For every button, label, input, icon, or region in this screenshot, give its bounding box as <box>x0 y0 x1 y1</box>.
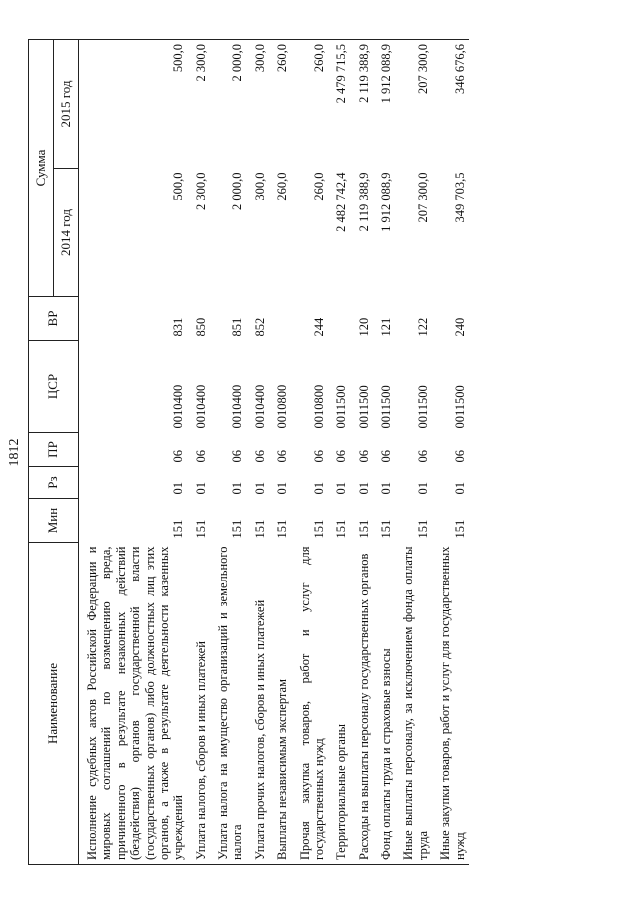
row-name: Уплата прочих налогов, сборов и иных платежей <box>247 543 269 865</box>
row-rz: 01 <box>275 482 290 495</box>
row-pr: 06 <box>230 450 245 463</box>
row-sum-2015: 2 300,0 <box>188 40 210 169</box>
row-rz: 01 <box>379 482 393 495</box>
header-sum: Сумма <box>29 40 54 297</box>
budget-table <box>28 39 469 865</box>
row-csr: 0011500 <box>415 385 430 429</box>
row-vr: 851 <box>230 317 245 337</box>
header-vr: ВР <box>29 297 79 341</box>
row-vr: 852 <box>252 317 267 337</box>
row-name: Уплата налога на имущество организаций и земельного налога <box>210 543 247 865</box>
page-number: 1812 <box>7 438 22 467</box>
row-sum-2015: 2 119 388,9 <box>351 40 373 169</box>
row-rz: 01 <box>334 482 349 495</box>
row-sum-2015: 2 479 715,5 <box>328 40 350 169</box>
row-csr: 0010400 <box>193 384 208 429</box>
row-min: 151 <box>334 519 349 539</box>
row-sum-2015: 1 912 088,9 <box>373 40 395 169</box>
row-pr: 06 <box>275 450 290 463</box>
row-name: Прочая закупка товаров, работ и услуг для государственных нужд <box>292 543 329 865</box>
header-name: Наименование <box>29 543 79 865</box>
row-name: Исполнение судебных актов Российской Федерации и мировых соглашений по возмещению вреда, причиненного в результате незаконных действий (бездействия) органов государственной власти (государственных органов) либо должностных лиц этих органов, а также в результате деятельности казенных учреждений <box>79 543 188 865</box>
row-min: 151 <box>452 519 467 539</box>
header-year-2014: 2014 год <box>54 169 79 297</box>
row-min: 151 <box>171 519 186 539</box>
row-min: 151 <box>275 519 290 539</box>
row-min: 151 <box>356 519 371 539</box>
row-min: 151 <box>230 519 245 539</box>
row-pr: 06 <box>252 450 267 463</box>
table-row <box>328 40 350 865</box>
row-sum-2015: 346 676,6 <box>432 40 469 169</box>
row-rz: 01 <box>415 482 430 495</box>
row-pr: 06 <box>311 450 326 463</box>
row-name: Уплата налогов, сборов и иных платежей <box>188 543 210 865</box>
row-csr: 0010800 <box>311 384 326 429</box>
row-sum-2015: 2 000,0 <box>210 40 247 169</box>
row-vr: 240 <box>452 317 467 337</box>
row-min: 151 <box>379 519 393 539</box>
row-sum-2014: 300,0 <box>252 172 267 201</box>
table-row <box>247 40 269 865</box>
row-rz: 01 <box>230 482 245 495</box>
table-row <box>188 40 210 865</box>
row-rz: 01 <box>356 482 371 495</box>
table-row <box>210 40 247 865</box>
row-sum-2014: 260,0 <box>311 172 326 201</box>
row-csr: 0011500 <box>356 385 371 429</box>
row-vr <box>328 297 350 341</box>
row-min: 151 <box>193 519 208 539</box>
row-name: Выплаты независимым экспертам <box>269 543 291 865</box>
row-name: Фонд оплаты труда и страховые взносы <box>373 543 395 865</box>
header-pr: ПР <box>29 433 79 467</box>
row-csr: 0010400 <box>252 384 267 429</box>
row-name: Территориальные органы <box>328 543 350 865</box>
row-sum-2014: 2 482 742,4 <box>334 172 349 232</box>
row-csr: 0010400 <box>171 384 186 429</box>
row-rz: 01 <box>193 482 208 495</box>
row-vr: 120 <box>356 317 371 337</box>
row-csr: 0010400 <box>230 384 245 429</box>
row-sum-2014: 349 703,5 <box>452 172 467 223</box>
row-csr: 0011500 <box>334 385 349 429</box>
row-sum-2015: 500,0 <box>79 40 188 169</box>
row-min: 151 <box>252 519 267 539</box>
row-pr: 06 <box>334 450 349 463</box>
row-name: Иные выплаты персоналу, за исключением фонда оплаты труда <box>395 543 432 865</box>
header-row-1 <box>29 40 54 865</box>
table-row <box>432 40 469 865</box>
table-row <box>292 40 329 865</box>
row-pr: 06 <box>356 450 371 463</box>
row-vr: 121 <box>379 317 393 337</box>
header-year-2015: 2015 год <box>54 40 79 169</box>
row-sum-2014: 500,0 <box>171 172 186 201</box>
row-sum-2014: 207 300,0 <box>415 172 430 223</box>
row-csr: 0011500 <box>452 385 467 429</box>
row-sum-2014: 1 912 088,9 <box>379 172 393 232</box>
row-pr: 06 <box>379 450 393 463</box>
row-vr: 850 <box>193 317 208 337</box>
row-pr: 06 <box>171 450 186 463</box>
row-sum-2015: 260,0 <box>269 40 291 169</box>
row-sum-2014: 2 300,0 <box>193 172 208 210</box>
row-vr: 122 <box>415 317 430 337</box>
table-row <box>269 40 291 865</box>
row-vr <box>269 297 291 341</box>
row-sum-2015: 207 300,0 <box>395 40 432 169</box>
row-rz: 01 <box>452 482 467 495</box>
row-pr: 06 <box>415 450 430 463</box>
header-rz: Рз <box>29 467 79 499</box>
header-min: Мин <box>29 499 79 543</box>
table-row <box>373 40 395 865</box>
row-pr: 06 <box>193 450 208 463</box>
row-min: 151 <box>311 519 326 539</box>
row-rz: 01 <box>252 482 267 495</box>
row-csr: 0010800 <box>275 384 290 429</box>
row-sum-2014: 260,0 <box>275 172 290 201</box>
row-vr: 244 <box>311 317 326 337</box>
row-min: 151 <box>415 519 430 539</box>
row-csr: 0011500 <box>379 385 393 429</box>
table-row <box>395 40 432 865</box>
row-rz: 01 <box>171 482 186 495</box>
table-row <box>79 40 188 865</box>
row-sum-2015: 300,0 <box>247 40 269 169</box>
header-csr: ЦСР <box>29 341 79 433</box>
row-pr: 06 <box>452 450 467 463</box>
table-row <box>351 40 373 865</box>
row-sum-2015: 260,0 <box>292 40 329 169</box>
row-name: Иные закупки товаров, работ и услуг для государственных нужд <box>432 543 469 865</box>
row-name: Расходы на выплаты персоналу государственных органов <box>351 543 373 865</box>
row-sum-2014: 2 000,0 <box>230 172 245 210</box>
row-sum-2014: 2 119 388,9 <box>356 172 371 232</box>
row-rz: 01 <box>311 482 326 495</box>
row-vr: 831 <box>171 317 186 337</box>
